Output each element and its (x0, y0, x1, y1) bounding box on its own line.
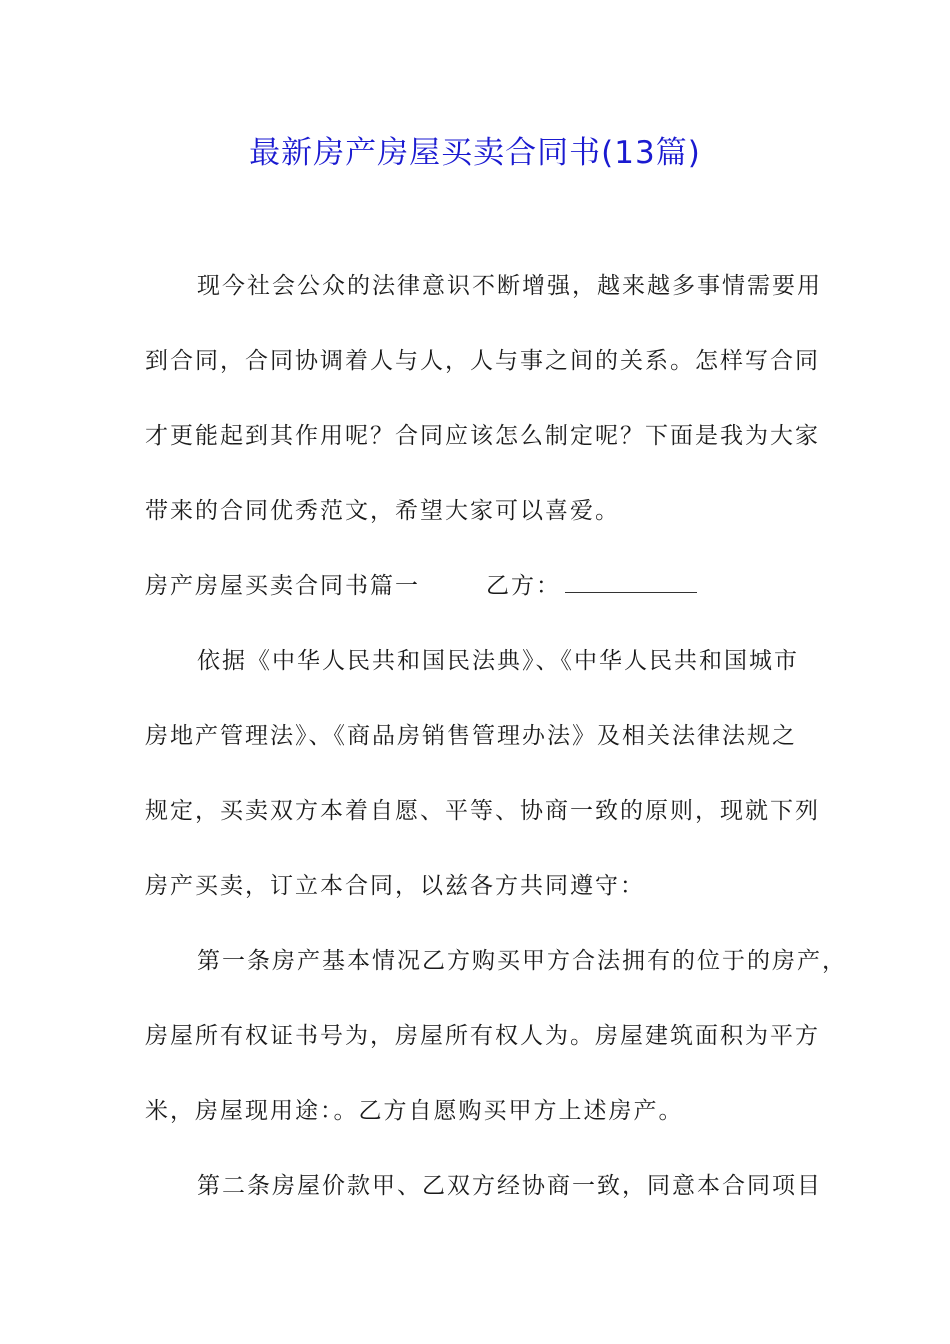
paragraph-line: 才更能起到其作用呢？合同应该怎么制定呢？下面是我为大家 (145, 423, 820, 449)
paragraph-line: 第二条房屋价款甲、乙双方经协商一致，同意本合同项目 (197, 1173, 822, 1199)
paragraph-line: 现今社会公众的法律意识不断增强，越来越多事情需要用 (197, 273, 822, 299)
party-b-blank (565, 572, 697, 593)
paragraph-line: 房地产管理法》、《商品房销售管理办法》及相关法律法规之 (145, 723, 797, 749)
paragraph-line: 依据《中华人民共和国民法典》、《中华人民共和国城市 (197, 648, 799, 674)
paragraph-line: 带来的合同优秀范文，希望大家可以喜爱。 (145, 498, 620, 524)
document-body (145, 258, 847, 1233)
paragraph-line: 到合同，合同协调着人与人，人与事之间的关系。怎样写合同 (145, 348, 820, 374)
paragraph-line: 米，房屋现用途：。乙方自愿购买甲方上述房产。 (145, 1098, 684, 1124)
party-b-label: 乙方： (486, 573, 561, 599)
section-heading-line (145, 558, 820, 633)
section-heading: 房产房屋买卖合同书篇一 (145, 573, 420, 599)
paragraph-line: 房产买卖，订立本合同，以兹各方共同遵守： (145, 873, 645, 899)
paragraph-line: 房屋所有权证书号为，房屋所有权人为。房屋建筑面积为平方 (145, 1023, 820, 1049)
document-title: 最新房产房屋买卖合同书(13篇) (249, 135, 701, 171)
paragraph-line: 第一条房产基本情况乙方购买甲方合法拥有的位于的房产， (197, 948, 847, 974)
paragraph-line: 规定，买卖双方本着自愿、平等、协商一致的原则，现就下列 (145, 798, 820, 824)
